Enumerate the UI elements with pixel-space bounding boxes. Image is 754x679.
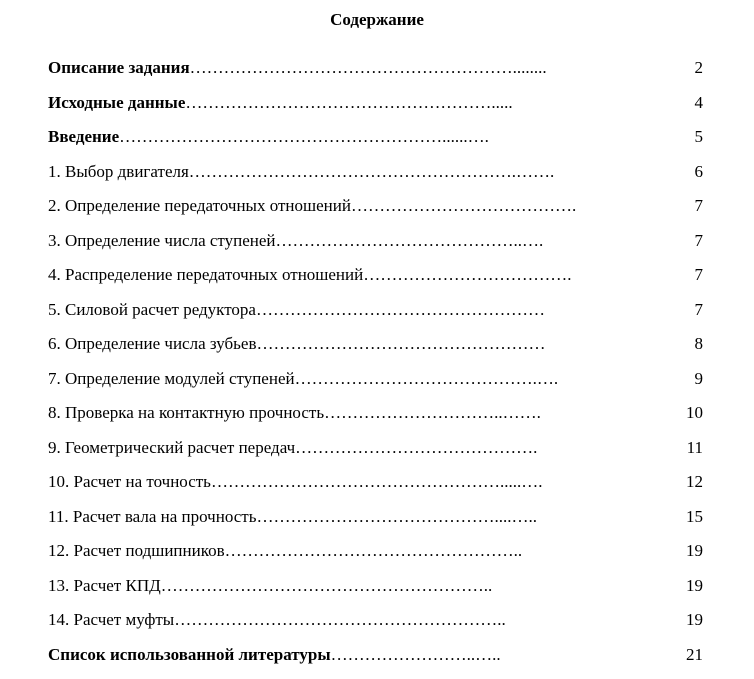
toc-leader-dots: ………………………………………………….. [174, 610, 506, 629]
toc-leader-dots: ………………………………………………….……. [189, 162, 555, 181]
toc-page-number: 10 [686, 403, 703, 422]
toc-entry[interactable] [48, 334, 703, 369]
toc-entry-label: 11. Расчет вала на прочность [48, 507, 256, 526]
toc-page-number: 7 [695, 265, 704, 284]
toc-entry-label: 8. Проверка на контактную прочность [48, 403, 324, 422]
toc-leader-dots: ………………………………………………..... [185, 93, 512, 112]
toc-page-number: 7 [695, 231, 704, 250]
toc-entry[interactable] [48, 93, 703, 128]
toc-leader-dots: ………………………………………………….. [161, 576, 493, 595]
toc-entry[interactable] [48, 58, 703, 93]
toc-leader-dots: ……………………………………..…. [276, 231, 544, 250]
toc-entry[interactable] [48, 231, 703, 266]
toc-entry[interactable] [48, 645, 703, 679]
toc-page-number: 11 [687, 438, 703, 457]
toc-entry[interactable] [48, 507, 703, 542]
toc-page-number: 19 [686, 610, 703, 629]
toc-leader-dots: …………………………………………….. [225, 541, 523, 560]
toc-entry[interactable] [48, 472, 703, 507]
toc-entry[interactable] [48, 403, 703, 438]
toc-entry-label: 9. Геометрический расчет передач [48, 438, 295, 457]
toc-entry[interactable] [48, 162, 703, 197]
toc-list [48, 58, 703, 679]
toc-entry[interactable] [48, 541, 703, 576]
toc-page-number: 4 [695, 93, 704, 112]
toc-leader-dots: …………………………………………………........ [190, 58, 547, 77]
toc-entry-label: 13. Расчет КПД [48, 576, 161, 595]
toc-entry-label: 7. Определение модулей ступеней [48, 369, 295, 388]
toc-entry[interactable] [48, 196, 703, 231]
toc-entry-label: 14. Расчет муфты [48, 610, 174, 629]
toc-leader-dots: …………………………………………… [257, 334, 546, 353]
toc-entry-label: 1. Выбор двигателя [48, 162, 189, 181]
toc-entry-label: 5. Силовой расчет редуктора [48, 300, 256, 319]
toc-entry-label: Введение [48, 127, 119, 146]
toc-leader-dots: ………………………………. [363, 265, 571, 284]
toc-page-number: 8 [695, 334, 704, 353]
toc-page-number: 7 [695, 196, 704, 215]
toc-entry-label: 12. Расчет подшипников [48, 541, 225, 560]
toc-page-number: 12 [686, 472, 703, 491]
toc-page-number: 6 [695, 162, 704, 181]
toc-entry-label: Список использованной литературы [48, 645, 331, 664]
toc-leader-dots: …………………………..……. [324, 403, 541, 422]
toc-leader-dots: ……………………..….. [331, 645, 501, 664]
toc-page-number: 7 [695, 300, 704, 319]
toc-page-number: 2 [695, 58, 704, 77]
toc-entry-label: 4. Распределение передаточных отношений [48, 265, 363, 284]
toc-entry[interactable] [48, 610, 703, 645]
toc-entry[interactable] [48, 265, 703, 300]
toc-entry[interactable] [48, 127, 703, 162]
toc-leader-dots: …………………………………………………......…. [119, 127, 489, 146]
toc-page-number: 9 [695, 369, 704, 388]
toc-page-number: 15 [686, 507, 703, 526]
toc-page-number: 5 [695, 127, 704, 146]
toc-leader-dots: ……………………………………....….. [256, 507, 537, 526]
toc-page-number: 19 [686, 541, 703, 560]
toc-leader-dots: …………………………………….…. [295, 369, 559, 388]
toc-title: Содержание [0, 10, 754, 30]
toc-entry[interactable] [48, 300, 703, 335]
toc-entry[interactable] [48, 576, 703, 611]
toc-page-number: 21 [686, 645, 703, 664]
toc-entry-label: 6. Определение числа зубьев [48, 334, 257, 353]
toc-entry-label: 3. Определение числа ступеней [48, 231, 276, 250]
toc-leader-dots: ……………………………………. [295, 438, 537, 457]
toc-entry-label: 2. Определение передаточных отношений [48, 196, 351, 215]
toc-entry-label: Описание задания [48, 58, 190, 77]
toc-page-number: 19 [686, 576, 703, 595]
toc-leader-dots: …………………………………………….....…. [211, 472, 543, 491]
toc-entry[interactable] [48, 438, 703, 473]
toc-leader-dots: …………………………………………… [256, 300, 545, 319]
toc-leader-dots: …………………………………. [351, 196, 576, 215]
toc-entry[interactable] [48, 369, 703, 404]
toc-entry-label: 10. Расчет на точность [48, 472, 211, 491]
toc-entry-label: Исходные данные [48, 93, 185, 112]
